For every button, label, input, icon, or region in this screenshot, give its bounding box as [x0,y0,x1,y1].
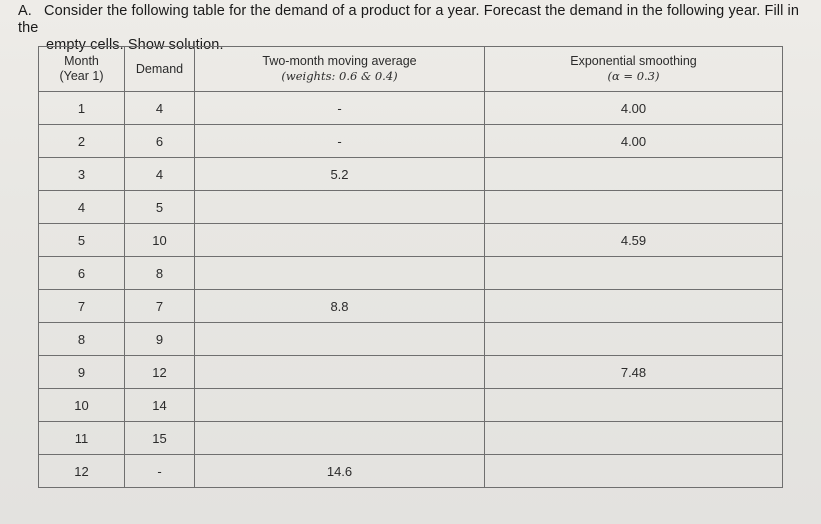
cell-exponential-smoothing: 4.00 [485,92,783,125]
cell-moving-average: - [195,92,485,125]
table-row [39,191,783,224]
table-header-row [39,47,783,92]
cell-month: 2 [39,125,125,158]
cell-moving-average: 5.2 [195,158,485,191]
cell-moving-average: 8.8 [195,290,485,323]
cell-exponential-smoothing [485,455,783,488]
cell-exponential-smoothing [485,290,783,323]
cell-moving-average [195,323,485,356]
cell-month: 4 [39,191,125,224]
cell-month: 9 [39,356,125,389]
table-row [39,455,783,488]
cell-demand: 8 [125,257,195,290]
table-row [39,290,783,323]
cell-month: 12 [39,455,125,488]
cell-month: 6 [39,257,125,290]
cell-month: 1 [39,92,125,125]
cell-demand: 15 [125,422,195,455]
cell-demand: 4 [125,92,195,125]
table-row [39,389,783,422]
cell-moving-average [195,389,485,422]
header-moving-average [195,47,485,92]
cell-demand: - [125,455,195,488]
header-demand-label: Demand [135,61,184,76]
cell-exponential-smoothing [485,191,783,224]
header-exponential-smoothing [485,47,783,92]
forecast-table [38,46,783,488]
cell-month: 8 [39,323,125,356]
cell-exponential-smoothing [485,389,783,422]
cell-month: 5 [39,224,125,257]
cell-exponential-smoothing: 4.00 [485,125,783,158]
table-row [39,92,783,125]
header-month [39,47,125,92]
header-ma-line2: (weights: 0.6 & 0.4) [281,69,398,83]
cell-moving-average [195,422,485,455]
cell-moving-average [195,356,485,389]
cell-month: 10 [39,389,125,422]
cell-exponential-smoothing: 7.48 [485,356,783,389]
table-row [39,125,783,158]
table-row [39,323,783,356]
cell-exponential-smoothing [485,323,783,356]
table-row [39,257,783,290]
header-es-line1: Exponential smoothing [570,54,697,68]
cell-demand: 4 [125,158,195,191]
cell-moving-average [195,257,485,290]
header-demand [125,47,195,92]
question-line-1: Consider the following table for the demand of a product for a year. Forecast the demand in the following year. Fill in the [18,3,800,36]
table-row [39,224,783,257]
cell-demand: 5 [125,191,195,224]
question-number: A. [18,3,32,19]
cell-moving-average: 14.6 [195,455,485,488]
cell-month: 11 [39,422,125,455]
cell-moving-average [195,191,485,224]
table-body [39,92,783,488]
cell-exponential-smoothing [485,158,783,191]
table-row [39,422,783,455]
cell-demand: 12 [125,356,195,389]
header-ma-line1: Two-month moving average [262,54,417,68]
table-row [39,356,783,389]
cell-demand: 14 [125,389,195,422]
header-month-line1: Month [64,54,99,68]
cell-exponential-smoothing: 4.59 [485,224,783,257]
cell-demand: 6 [125,125,195,158]
question-line-2: empty cells. Show solution. [46,37,224,53]
cell-demand: 10 [125,224,195,257]
cell-moving-average: - [195,125,485,158]
cell-moving-average [195,224,485,257]
header-month-line2: (Year 1) [59,69,104,83]
cell-month: 3 [39,158,125,191]
header-es-line2: (α = 0.3) [607,69,660,83]
cell-month: 7 [39,290,125,323]
cell-exponential-smoothing [485,257,783,290]
table-row [39,158,783,191]
cell-exponential-smoothing [485,422,783,455]
cell-demand: 7 [125,290,195,323]
cell-demand: 9 [125,323,195,356]
